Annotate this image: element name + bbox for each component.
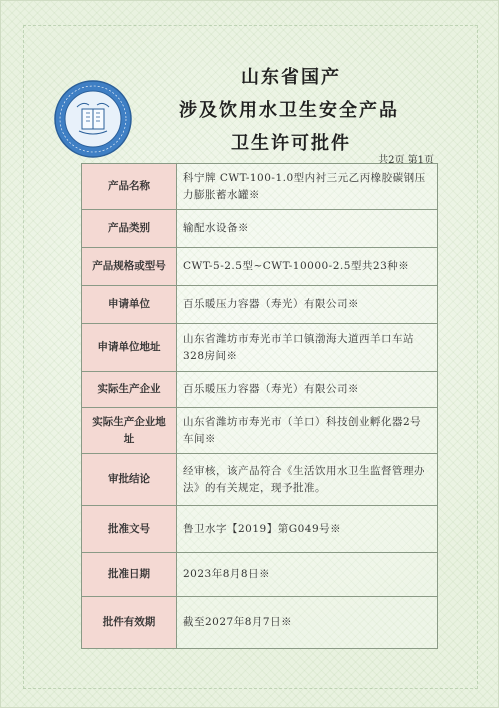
health-emblem-icon <box>53 79 133 159</box>
field-label-product-category: 产品类别 <box>82 210 177 248</box>
table-row <box>82 597 438 649</box>
field-label-applicant: 申请单位 <box>82 286 177 324</box>
field-label-applicant-address: 申请单位地址 <box>82 324 177 372</box>
field-label-conclusion: 审批结论 <box>82 454 177 506</box>
certificate-table <box>81 163 438 649</box>
table-row <box>82 210 438 248</box>
table-row <box>82 553 438 597</box>
table-row <box>82 454 438 506</box>
table-row <box>82 408 438 454</box>
field-label-spec-model: 产品规格或型号 <box>82 248 177 286</box>
table-row <box>82 372 438 408</box>
table-row <box>82 324 438 372</box>
field-label-approval-date: 批准日期 <box>82 553 177 597</box>
title-line-3: 卫生许可批件 <box>231 133 351 154</box>
field-value-approval-date: 2023年8月8日※ <box>177 553 438 597</box>
field-value-manufacturer: 百乐暖压力容器（寿光）有限公司※ <box>177 372 438 408</box>
table-row <box>82 286 438 324</box>
table-row <box>82 506 438 553</box>
field-value-applicant: 百乐暖压力容器（寿光）有限公司※ <box>177 286 438 324</box>
field-label-manufacturer-address: 实际生产企业地址 <box>82 408 177 454</box>
field-label-validity: 批件有效期 <box>82 597 177 649</box>
field-label-manufacturer: 实际生产企业 <box>82 372 177 408</box>
table-row <box>82 248 438 286</box>
field-value-product-name: 科宁牌 CWT-100-1.0型内衬三元乙丙橡胶碳钢压力膨胀蓄水罐※ <box>177 164 438 210</box>
field-value-product-category: 输配水设备※ <box>177 210 438 248</box>
title-line-2: 涉及饮用水卫生安全产品 <box>179 100 399 121</box>
field-value-validity: 截至2027年8月7日※ <box>177 597 438 649</box>
page-indicator: 共2页 第1页 <box>378 155 434 166</box>
table-row <box>82 164 438 210</box>
field-value-conclusion: 经审核，该产品符合《生活饮用水卫生监督管理办法》的有关规定，现予批准。 <box>177 454 438 506</box>
field-value-manufacturer-address: 山东省潍坊市寿光市（羊口）科技创业孵化器2号车间※ <box>177 408 438 454</box>
field-value-applicant-address: 山东省潍坊市寿光市羊口镇渤海大道西羊口车站328房间※ <box>177 324 438 372</box>
field-value-approval-number: 鲁卫水字【2019】第G049号※ <box>177 506 438 553</box>
field-value-spec-model: CWT-5-2.5型~CWT-10000-2.5型共23种※ <box>177 248 438 286</box>
field-label-approval-number: 批准文号 <box>82 506 177 553</box>
title-line-1: 山东省国产 <box>241 67 341 88</box>
field-label-product-name: 产品名称 <box>82 164 177 210</box>
